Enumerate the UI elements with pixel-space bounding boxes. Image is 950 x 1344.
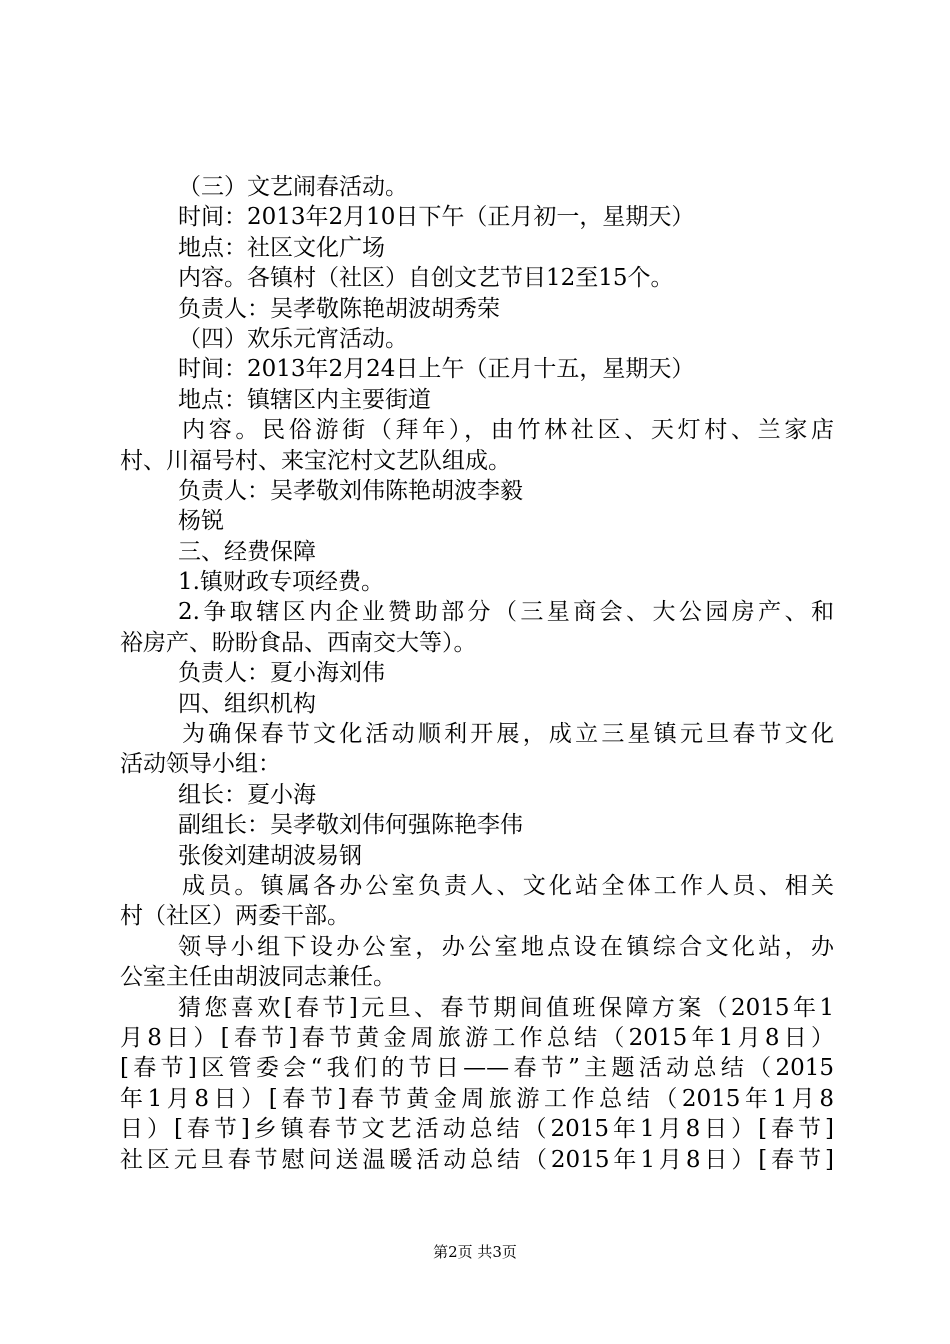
paragraph-line: 负责人：吴孝敬刘伟陈艳胡波李毅 bbox=[178, 477, 523, 504]
related-links-line: 社区元旦春节慰问送温暖活动总结（2015年1月8日）[春节] bbox=[120, 1146, 834, 1173]
paragraph-line: 内容。民俗游街（拜年），由竹林社区、天灯村、兰家店 bbox=[182, 417, 834, 444]
section-heading: 三、经费保障 bbox=[178, 538, 316, 565]
paragraph-line: 1.镇财政专项经费。 bbox=[178, 569, 384, 596]
page-number-footer: 第2页 共3页 bbox=[433, 1243, 517, 1261]
paragraph-line: 地点：镇辖区内主要街道 bbox=[178, 386, 431, 413]
paragraph-line: 2.争取辖区内企业赞助部分（三星商会、大公园房产、和 bbox=[178, 599, 834, 626]
paragraph-line: 负责人：吴孝敬陈艳胡波胡秀荣 bbox=[178, 295, 500, 322]
paragraph-line: 杨锐 bbox=[178, 508, 224, 535]
paragraph-line: 公室主任由胡波同志兼任。 bbox=[120, 964, 396, 991]
paragraph-line: 成员。镇属各办公室负责人、文化站全体工作人员、相关 bbox=[182, 872, 834, 899]
paragraph-line: 负责人：夏小海刘伟 bbox=[178, 660, 385, 687]
related-links-line: [春节]区管委会“我们的节日——春节”主题活动总结（2015 bbox=[120, 1055, 834, 1082]
paragraph-line: 活动领导小组： bbox=[120, 751, 281, 778]
section-heading: （四）欢乐元宵活动。 bbox=[178, 325, 408, 352]
paragraph-line: 地点：社区文化广场 bbox=[178, 234, 385, 261]
paragraph-line: 内容。各镇村（社区）自创文艺节目12至15个。 bbox=[178, 265, 674, 292]
paragraph-line: 村（社区）两委干部。 bbox=[120, 903, 350, 930]
section-heading: 四、组织机构 bbox=[178, 690, 316, 717]
paragraph-line: 村、川福号村、来宝沱村文艺队组成。 bbox=[120, 447, 511, 474]
related-links-line: 猜您喜欢[春节]元旦、春节期间值班保障方案（2015年1 bbox=[178, 994, 834, 1021]
paragraph-line: 时间：2013年2月10日下午（正月初一，星期天） bbox=[178, 204, 695, 231]
paragraph-line: 副组长：吴孝敬刘伟何强陈艳李伟 bbox=[178, 812, 523, 839]
related-links-line: 年1月8日）[春节]春节黄金周旅游工作总结（2015年1月8 bbox=[120, 1085, 834, 1112]
paragraph-line: 为确保春节文化活动顺利开展，成立三星镇元旦春节文化 bbox=[182, 721, 834, 748]
paragraph-line: 领导小组下设办公室，办公室地点设在镇综合文化站，办 bbox=[178, 933, 834, 960]
paragraph-line: 裕房产、盼盼食品、西南交大等）。 bbox=[120, 629, 477, 656]
section-heading: （三）文艺闹春活动。 bbox=[178, 174, 408, 200]
related-links-line: 日）[春节]乡镇春节文艺活动总结（2015年1月8日）[春节] bbox=[120, 1116, 834, 1143]
paragraph-line: 时间：2013年2月24日上午（正月十五，星期天） bbox=[178, 356, 695, 383]
document-body bbox=[120, 172, 834, 1175]
paragraph-line: 张俊刘建胡波易钢 bbox=[178, 842, 362, 869]
paragraph-line: 组长：夏小海 bbox=[178, 781, 316, 808]
related-links-line: 月8日）[春节]春节黄金周旅游工作总结（2015年1月8日） bbox=[120, 1024, 834, 1051]
